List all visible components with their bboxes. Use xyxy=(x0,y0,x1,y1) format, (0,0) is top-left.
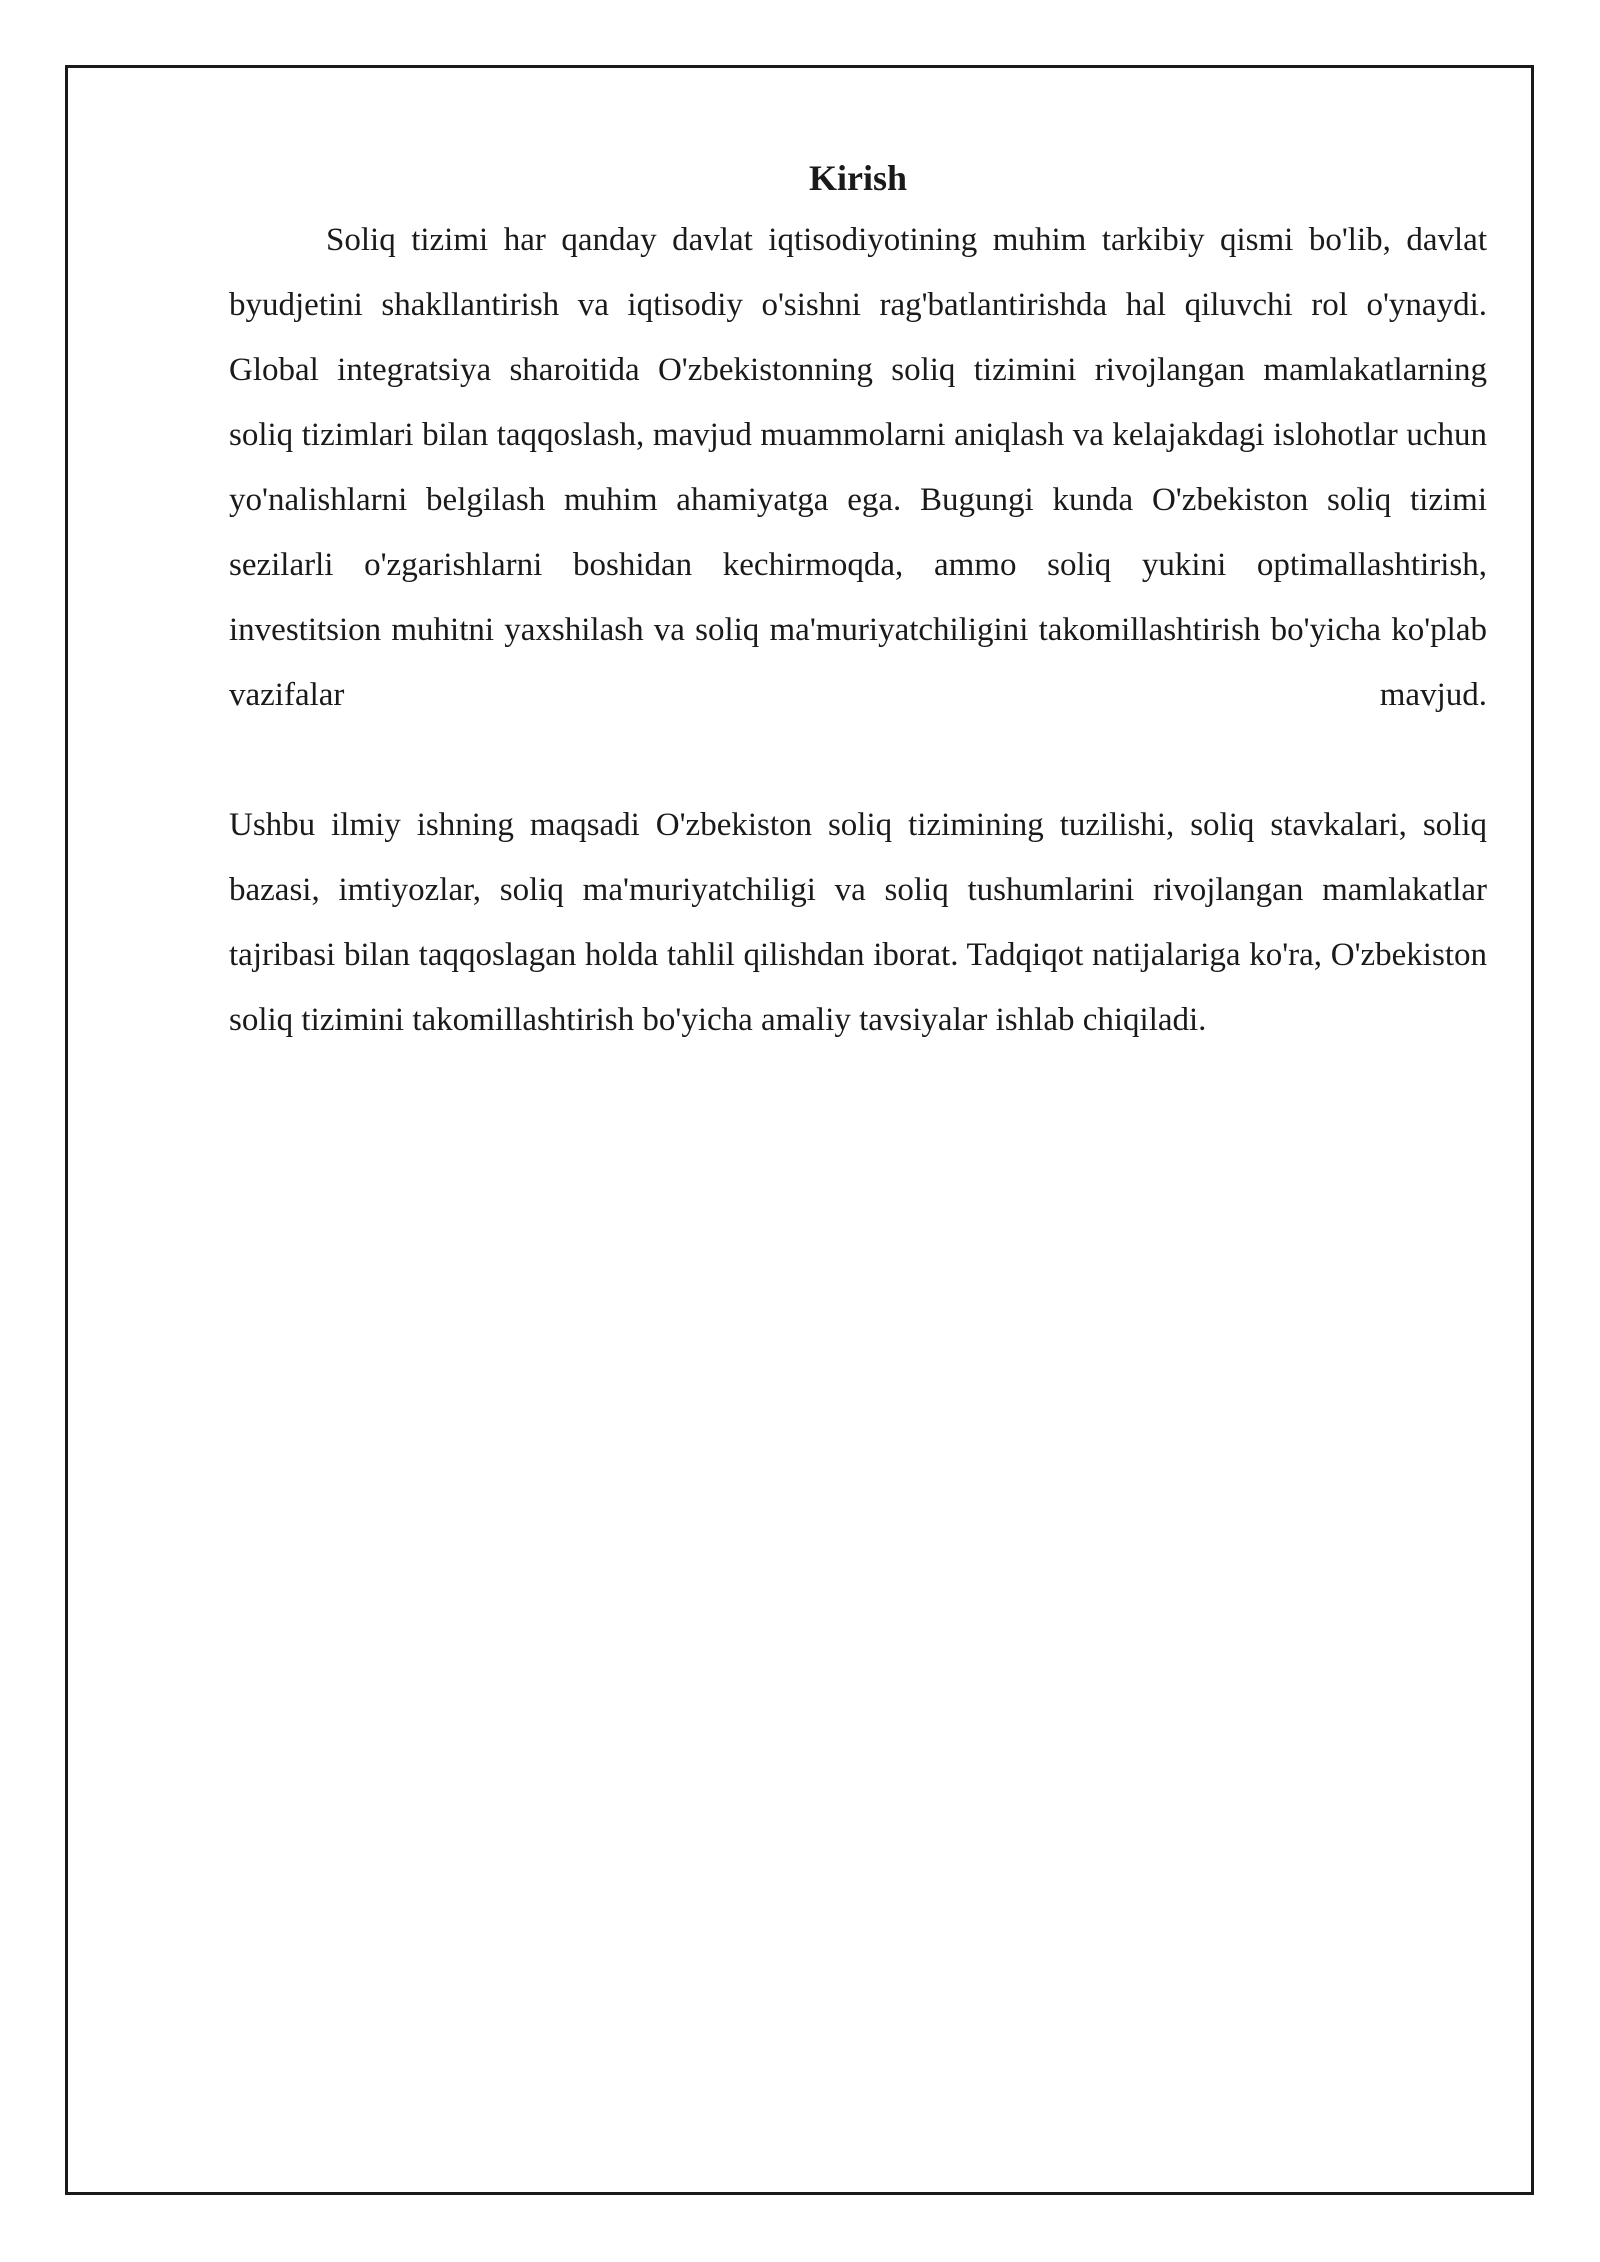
paragraph-intro: Soliq tizimi har qanday davlat iqtisodiyotining muhim tarkibiy qismi bo'lib, davlat byudjetini shakllantirish va iqtisodiy o'sishni rag'batlantirishda hal qiluvchi rol o'ynaydi. Global integratsiya sharoitida O'zbekistonning soliq tizimini rivojlangan mamlakatlarning soliq tizimlari bilan taqqoslash, mavjud muammolarni aniqlash va kelajakdagi islohotlar uchun yo'nalishlarni belgilash muhim ahamiyatga ega. Bugungi kunda O'zbekiston soliq tizimi sezilarli o'zgarishlarni boshidan kechirmoqda, ammo soliq yukini optimallashtirish, investitsion muhitni yaxshilash va soliq ma'muriyatchiligini takomillashtirish bo'yicha ko'plab vazifalar mavjud. xyxy=(229,222,1487,713)
document-body xyxy=(229,148,1487,1053)
paragraph-aim: Ushbu ilmiy ishning maqsadi O'zbekiston soliq tizimining tuzilishi, soliq stavkalari, soliq bazasi, imtiyozlar, soliq ma'muriyatchiligi va soliq tushumlarini rivojlangan mamlakatlar tajribasi bilan taqqoslagan holda tahlil qilishdan iborat. Tadqiqot natijalariga ko'ra, O'zbekiston soliq tizimini takomillashtirish bo'yicha amaliy tavsiyalar ishlab chiqiladi. xyxy=(229,807,1487,1038)
page-title: Kirish xyxy=(808,158,907,198)
